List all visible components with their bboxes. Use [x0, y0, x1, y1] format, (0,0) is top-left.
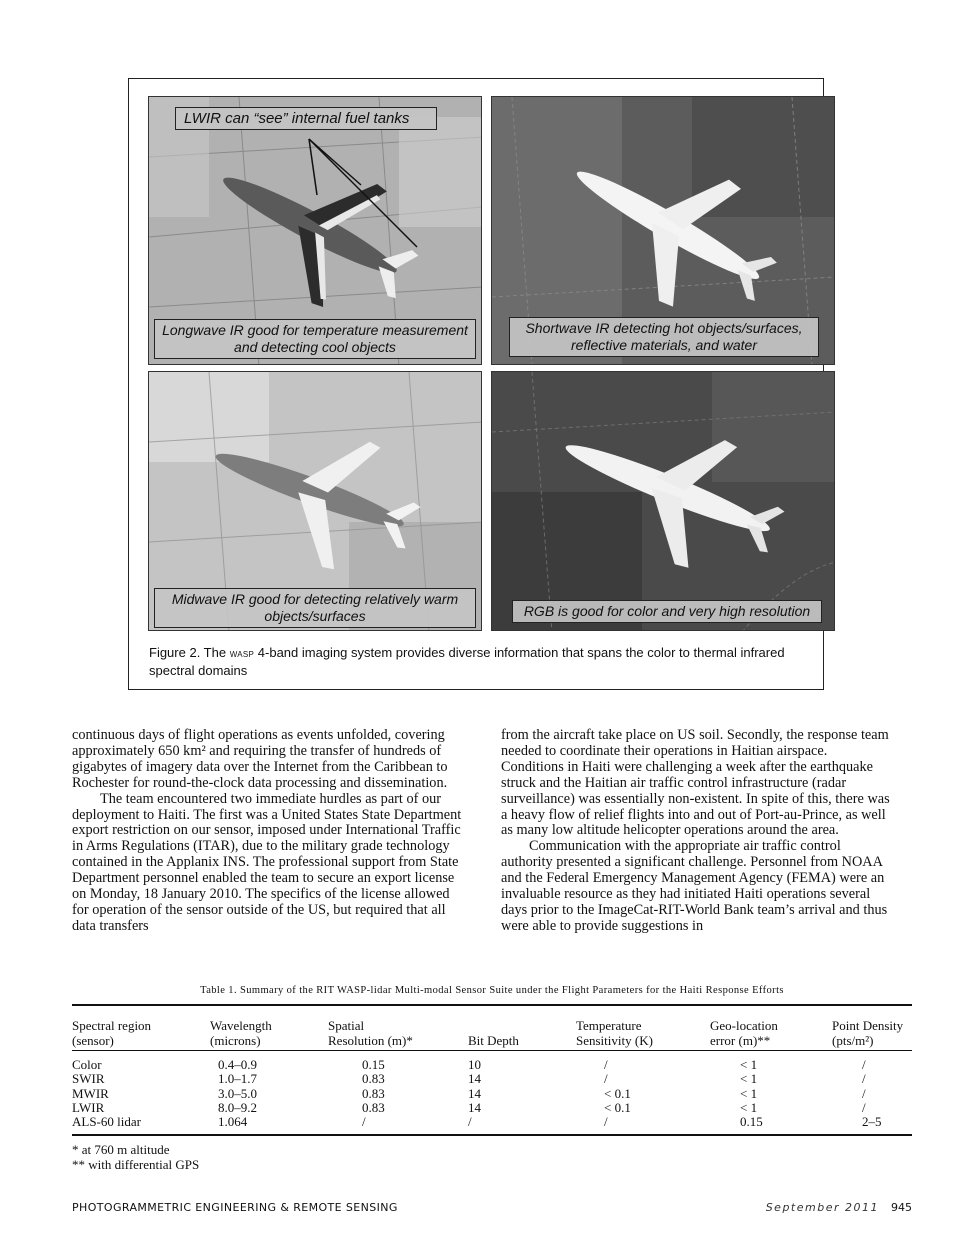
paragraph: continuous days of flight operations as events unfolded, covering approximately 650 km² and requiring the transfer of hundreds of gigabytes of imagery data over the Internet from the Caribbean to Rochester for round-the-clock data processing and dissemination.: [72, 727, 448, 791]
body-column-left: [72, 728, 462, 935]
caption-text: 4-band imaging system provides diverse information that spans the color to thermal infrared spectral domains: [149, 645, 785, 678]
swir-panel: [491, 96, 835, 365]
issue-date: September 2011: [765, 1201, 879, 1214]
body-column-right: [501, 728, 891, 935]
sensor-suite-table: [72, 1012, 912, 1129]
shortwave-ir-label: Shortwave IR detecting hot objects/surfaces, reflective materials, and water: [509, 317, 819, 357]
table-note: * at 760 m altitude: [72, 1142, 170, 1157]
midwave-ir-label: Midwave IR good for detecting relatively warm objects/surfaces: [154, 588, 476, 628]
journal-name: PHOTOGRAMMETRIC ENGINEERING & REMOTE SENSING: [72, 1201, 398, 1214]
table-notes: [72, 1142, 199, 1172]
paragraph: from the aircraft take place on US soil. Secondly, the response team needed to coordinate their operations in Haitian airspace. Conditions in Haiti were challenging a week after the earthquake struck and the Haitian air traffic control infrastructure (radar surveillance) was essentially non-existent. In spite of this, there was a heavy flow of relief flights into and out of Port-au-Prince, as well as many low altitude helicopter operations around the area.: [501, 727, 890, 839]
col-header: Temperature Sensitivity (K): [576, 1018, 653, 1048]
rgb-label: RGB is good for color and very high resolution: [512, 600, 822, 623]
table-row: LWIR 8.0–9.2 0.83 14 < 0.1 < 1 /: [72, 1099, 866, 1115]
longwave-ir-label: Longwave IR good for temperature measurement and detecting cool objects: [154, 319, 476, 359]
table-header-row: [72, 1012, 912, 1048]
table-row: MWIR 3.0–5.0 0.83 14 < 0.1 < 1 /: [72, 1085, 866, 1101]
col-header: Spectral region (sensor): [72, 1018, 152, 1048]
col-header: Point Density (pts/m²): [832, 1018, 904, 1048]
footer-page-info: [766, 1201, 912, 1214]
page-number: 945: [891, 1201, 912, 1214]
col-header: Bit Depth: [468, 1032, 519, 1048]
figure-2: [128, 78, 824, 690]
rgb-panel: [491, 371, 835, 631]
table-top-rule: [72, 1004, 912, 1006]
rgb-aircraft-image: [492, 372, 835, 631]
paragraph: Communication with the appropriate air traffic control authority presented a significant challenge. Personnel from NOAA and the Federal Emergency Management Agency (FEMA) were an invaluable resource as they had initiated Haiti operations several days prior to the ImageCat-RIT-World Bank team’s arrival and thus were able to provide suggestions in: [501, 838, 888, 934]
paragraph: The team encountered two immediate hurdles as part of our deployment to Haiti. The first was a United States State Department export restriction on our sensor, imposed under International Traffic in Arms Regulations (ITAR), due to the military grade technology contained in the Applanix INS. The professional support from State Department personnel enabled the team to secure an export license on Monday, 18 January 2010. The specifics of the license allowed for operation of the sensor outside of the US, but required that all data transfers: [72, 790, 462, 934]
table-title: Table 1. Summary of the RIT WASP-lidar Multi-modal Sensor Suite under the Flight Parameters for the Haiti Response Efforts: [200, 985, 784, 996]
table-note: ** with differential GPS: [72, 1157, 200, 1172]
lwir-fuel-tank-callout: LWIR can “see” internal fuel tanks: [175, 107, 437, 130]
table-bottom-rule: [72, 1134, 912, 1136]
table-row: ALS-60 lidar 1.064 / / / 0.15 2–5: [72, 1114, 882, 1130]
caption-wasp: wasp: [229, 646, 255, 660]
figure-image-grid: [148, 96, 836, 631]
col-header: Spatial Resolution (m)*: [328, 1018, 413, 1048]
table-row: SWIR 1.0–1.7 0.83 14 / < 1 /: [72, 1071, 866, 1087]
lwir-panel: [148, 96, 482, 365]
caption-prefix: Figure 2. The: [149, 645, 230, 660]
mwir-panel: [148, 371, 482, 631]
figure-caption: [149, 644, 809, 679]
col-header: Wavelength (microns): [210, 1018, 272, 1048]
col-header: Geo-location error (m)**: [710, 1018, 778, 1048]
table-row: Color 0.4–0.9 0.15 10 / < 1 /: [72, 1057, 866, 1072]
